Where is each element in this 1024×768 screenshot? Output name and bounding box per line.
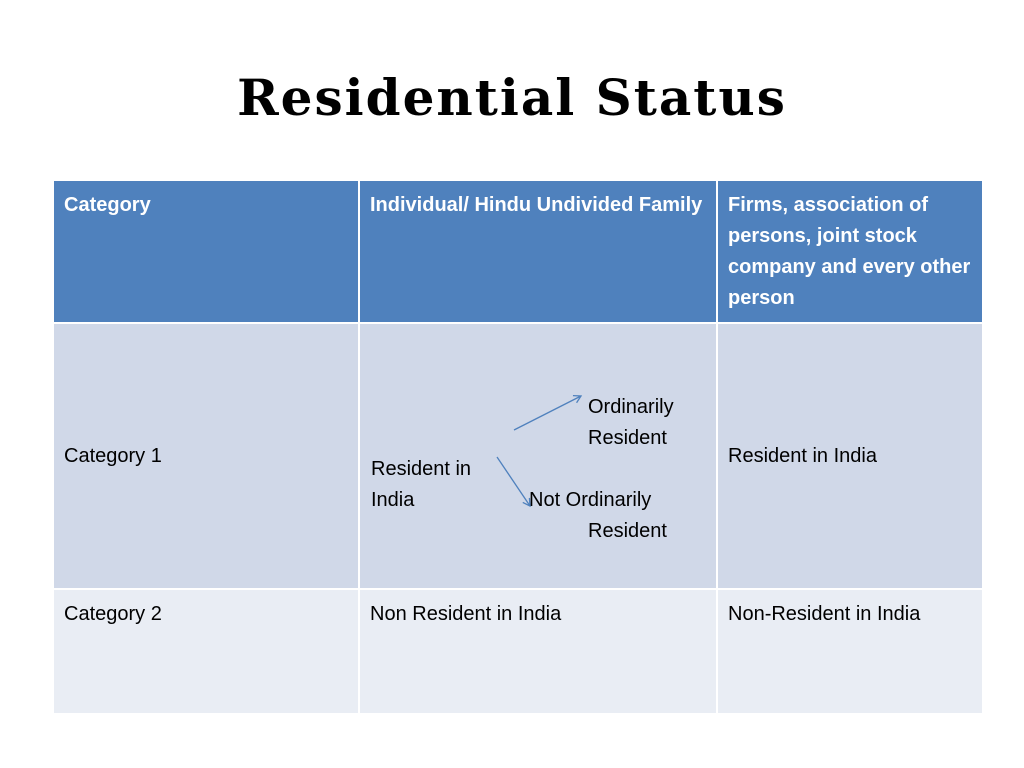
header-firms-others: Firms, association of persons, joint stock company and every other person [717,180,983,323]
residency-branch-diagram [360,324,716,588]
label-not-ordinarily-resident: Resident [588,520,667,542]
label-ordinarily: Ordinarily [588,396,674,418]
label-india: India [371,489,415,511]
cell-individual-diagram [359,323,717,589]
table-header-row [53,180,983,323]
cell-others-category-1: Resident in India [717,323,983,589]
residential-status-table [52,179,984,715]
slide-title: Residential Status [237,68,787,127]
cell-individual-category-2: Non Resident in India [359,589,717,714]
header-category: Category [53,180,359,323]
arrow-to-ordinarily-resident [514,396,581,430]
label-resident-in: Resident in [371,458,472,480]
cell-category-1: Category 1 [53,323,359,589]
label-ordinarily-resident: Resident [588,427,667,449]
cell-category-2: Category 2 [53,589,359,714]
table-row-category-1 [53,323,983,589]
arrow-to-not-ordinarily-resident [497,457,530,506]
cell-others-category-2: Non-Resident in India [717,589,983,714]
header-individual-huf: Individual/ Hindu Undivided Family [359,180,717,323]
table-row-category-2 [53,589,983,714]
label-not-ordinarily: Not Ordinarily [529,489,652,511]
